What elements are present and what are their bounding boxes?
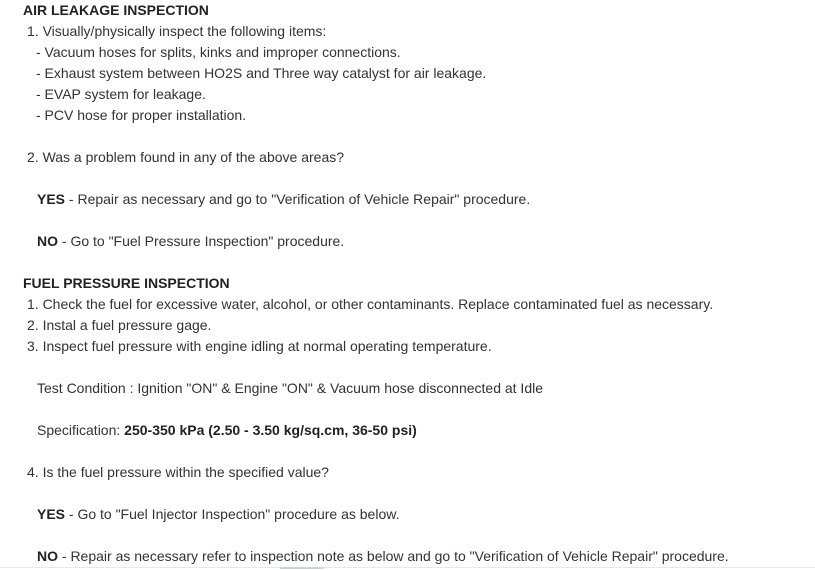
- air-leakage-heading: AIR LEAKAGE INSPECTION: [23, 2, 209, 18]
- fuel-pressure-no-answer: [37, 547, 729, 565]
- fuel-pressure-yes-answer: [37, 505, 399, 523]
- inspect-item-evap-system: - EVAP system for leakage.: [36, 86, 206, 102]
- fuel-pressure-step-1: 1. Check the fuel for excessive water, alcohol, or other contaminants. Replace contaminated fuel as necessary.: [27, 296, 714, 312]
- no-label: NO: [37, 233, 58, 249]
- fuel-pressure-step-4: 4. Is the fuel pressure within the specified value?: [27, 464, 329, 480]
- no-text: - Repair as necessary refer to inspection note as below and go to "Verification of Vehicle Repair" procedure.: [58, 548, 729, 564]
- air-leakage-no-answer: [37, 232, 344, 250]
- specification-label: Specification:: [37, 422, 125, 438]
- inspect-item-exhaust-system: - Exhaust system between HO2S and Three way catalyst for air leakage.: [36, 65, 487, 81]
- yes-text: - Go to "Fuel Injector Inspection" procedure as below.: [65, 506, 400, 522]
- fuel-pressure-step-3: 3. Inspect fuel pressure with engine idling at normal operating temperature.: [27, 338, 492, 354]
- yes-label: YES: [37, 191, 66, 207]
- specification-value: 250-350 kPa (2.50 - 3.50 kg/sq.cm, 36-50 psi): [124, 422, 417, 438]
- test-condition: Test Condition : Ignition "ON" & Engine "ON" & Vacuum hose disconnected at Idle: [37, 380, 544, 396]
- yes-text: - Repair as necessary and go to "Verification of Vehicle Repair" procedure.: [65, 191, 531, 207]
- fuel-pressure-heading: FUEL PRESSURE INSPECTION: [23, 275, 230, 291]
- no-label: NO: [37, 548, 58, 564]
- specification: [37, 421, 417, 439]
- inspect-item-pcv-hose: - PCV hose for proper installation.: [36, 107, 247, 123]
- yes-label: YES: [37, 506, 66, 522]
- air-leakage-step-1: 1. Visually/physically inspect the following items:: [27, 23, 327, 39]
- fuel-pressure-step-2: 2. Instal a fuel pressure gage.: [27, 317, 212, 333]
- bottom-scroll-indicator: [280, 567, 324, 569]
- air-leakage-yes-answer: [37, 190, 530, 208]
- air-leakage-step-2: 2. Was a problem found in any of the above areas?: [27, 149, 345, 165]
- no-text: - Go to "Fuel Pressure Inspection" procedure.: [58, 233, 345, 249]
- bottom-divider: [0, 567, 815, 568]
- inspect-item-vacuum-hoses: - Vacuum hoses for splits, kinks and improper connections.: [36, 44, 401, 60]
